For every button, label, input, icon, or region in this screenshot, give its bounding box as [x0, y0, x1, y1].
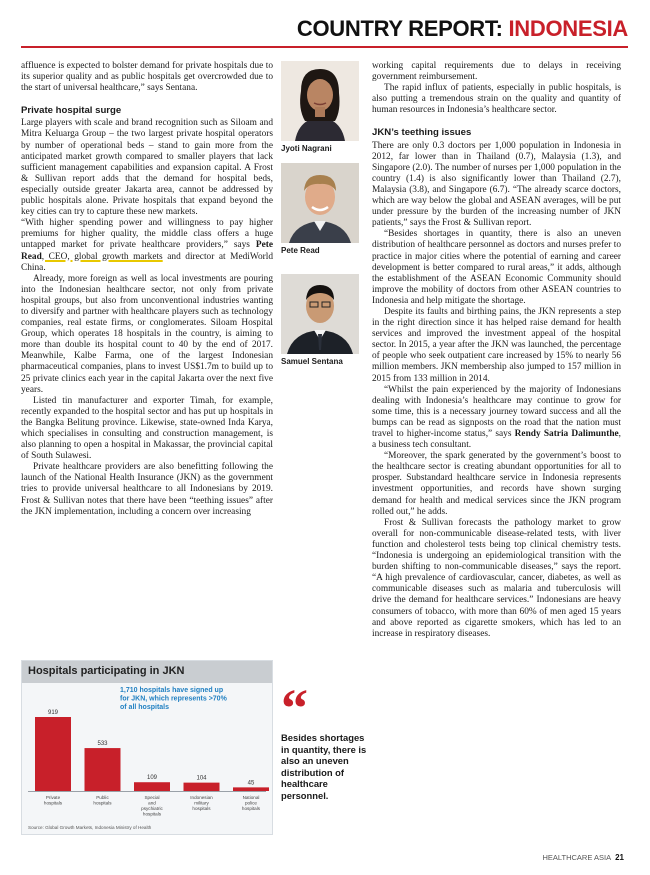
- chart-category-label: Private hospitals: [43, 795, 63, 806]
- section-header: [297, 16, 628, 42]
- paragraph: There are only 0.3 doctors per 1,000 population in Indonesia in 2012, far lower than in Thailand (0.7), Malaysia (1.3), and Singapore (2.0). The number of nurses per 1,000 population in the country (1.4) is also significantly lower than Thailand (2.7), Malaysia (3.8), and Singapore (6.7). “The already scarce doctors, which are way below the global and ASEAN averages, will be put under pressure by the burden of the increasing number of JKN patients,” says the Frost & Sullivan report.: [372, 140, 621, 229]
- paragraph: [372, 385, 621, 452]
- paragraph: affluence is expected to bolster demand for private hospitals due to its superior quality and as public hospitals get overcrowded due to the start of universal healthcare,” says Sentana.: [21, 61, 273, 94]
- chart-category-label: Indonesian military hospitals: [190, 795, 213, 811]
- chart-title: Hospitals participating in JKN: [22, 661, 272, 683]
- subheading: Private hospital surge: [21, 105, 122, 117]
- chart-category-label: Special and psychiatric hospitals: [141, 795, 163, 817]
- chart-value-label: 45: [247, 780, 255, 787]
- man-portrait-icon: [281, 274, 359, 354]
- chart-category-label: National police hospitals: [241, 795, 261, 811]
- portrait-samuel: [281, 274, 359, 366]
- quote-mark-icon: “: [281, 678, 308, 738]
- portrait-photo: [281, 61, 359, 141]
- person-name: Pete Read: [21, 240, 273, 262]
- quote-text: “Whilst the pain experienced by the majority of Indonesians dealing with Indonesia’s healthcare may continue to grow for some time, this is a necessary journey toward success and all the bumps can be read as signposts on the road that the nation must travel to higher-income status,” says: [372, 384, 621, 439]
- portrait-pete: [281, 163, 359, 255]
- chart-value-label: 919: [47, 710, 59, 716]
- paragraph: “Besides shortages in quantity, there is also an uneven distribution of healthcare personnel as doctors and nurses prefer to practice in major cities where the potential of earning and career development is better compared to rural areas,” it adds, although the establishment of the ASEAN Economic Community should improve the mobility of doctors from other ASEAN countries to Indonesia and help mitigate the shortage.: [372, 229, 621, 306]
- header-country: INDONESIA: [508, 16, 628, 41]
- page-footer: [542, 853, 624, 862]
- portrait-caption: Jyoti Nagrani: [281, 144, 332, 153]
- portrait-photo: [281, 274, 359, 354]
- paragraph: Frost & Sullivan forecasts the pathology market to grow overall for non-communicable disease-related tests, with liver function and cholesterol tests being top clinical chemistry tests. “Indonesia is undergoing an epidemiological transition with the burden shifting to non-communicable diseases,” says the report. “A high prevalence of cardiovascular, cancer, diabetes, as well as communicable diseases such as malaria and tuberculosis will drive the demand for healthcare services.” Indonesians are heavy consumers of tobacco, with more than 60% of men aged 15 years and above reported as cigarette smokers, which has led to an increase in respiratory diseases.: [372, 517, 621, 639]
- chart-bar: [233, 787, 269, 791]
- chart-bar: [85, 748, 121, 791]
- portrait-caption: Samuel Sentana: [281, 357, 343, 366]
- paragraph: [21, 218, 273, 273]
- paragraph: working capital requirements due to delays in receiving government reimbursement.: [372, 61, 621, 83]
- chart-value-label: 104: [196, 775, 207, 782]
- paragraph: The rapid influx of patients, especially in public hospitals, is also putting a tremendous strain on the quality and quantity of human resources in Indonesia’s healthcare sector.: [372, 83, 621, 116]
- jkn-hospitals-chart: [21, 660, 273, 835]
- paragraph: Private healthcare providers are also benefitting following the launch of the National Health Insurance (JKN) as the government tries to provide universal healthcare to all Indonesians by 2019. Frost & Sullivan notes that there have been “teething issues” after the JKN implementation, including a concern over increasing: [21, 462, 273, 517]
- chart-plot: [22, 683, 272, 834]
- portrait-photo: [281, 163, 359, 243]
- quote-text-end: and director at MediWorld China.: [21, 251, 273, 273]
- person-name: Rendy Satria Dalimunthe: [514, 429, 619, 439]
- chart-bar: [134, 782, 170, 791]
- woman-portrait-icon: [281, 61, 359, 141]
- quote-text: “With higher spending power and willingness to pay higher premiums for higher quality, the middle class offers a huge untapped market for private healthcare providers,” says: [21, 218, 273, 251]
- paragraph: Listed tin manufacturer and exporter Timah, for example, recently expanded to the hospital sector and has put up hospitals in the Bangka Belitung province. Likewise, state-owned Inda Karya, which specialises in consulting and construction management, is also planning to open a hospital in Makassar, the provincial capital of South Sulawesi.: [21, 395, 273, 462]
- portrait-jyoti: [281, 61, 359, 153]
- chart-annotation: 1,710 hospitals have signed up for JKN, which represents >70% of all hospitals: [120, 687, 227, 711]
- chart-source: Source: Global Growth Markets, Indonesia Ministry of Health: [28, 825, 152, 830]
- header-rule: [21, 46, 628, 48]
- highlighted-title: , CEO, global growth markets: [41, 251, 163, 262]
- quote-text-end: , a business tech consultant.: [372, 429, 621, 451]
- magazine-name: HEALTHCARE ASIA: [542, 853, 612, 862]
- chart-bar: [184, 783, 220, 791]
- portrait-caption: Pete Read: [281, 246, 320, 255]
- article-column-left: [21, 61, 273, 652]
- subheading: JKN’s teething issues: [372, 127, 472, 139]
- chart-value-label: 109: [146, 775, 158, 782]
- pull-quote-text: Besides shortages in quantity, there is also an uneven distribution of healthcare personnel.: [281, 732, 367, 801]
- man-portrait-icon: [281, 163, 359, 243]
- chart-value-label: 533: [97, 741, 108, 748]
- paragraph: Despite its faults and birthing pains, the JKN represents a step in the right direction since it has helped raise demand for health services and improved the investment appeal of the hospital sector. In 2015, a year after the JKN was launched, the percentage of people who seek outpatient care increased by 15% to nearly 56 million members. JKN membership also jumped to 157 million in 2015 from 133 million in 2014.: [372, 306, 621, 384]
- page-number: 21: [615, 853, 624, 862]
- header-country-report: COUNTRY REPORT:: [296, 16, 509, 41]
- paragraph: Already, more foreign as well as local investments are pouring into the Indonesian healthcare sector, not only from private hospital groups, but also from unconventional industries wanting to diversify and partner with healthcare players such as technology companies, real estate firms, or conglomerates. Siloam Hospital Group, which operates 18 hospitals in the country, is aiming to more than double its hospital count to 40 by the end of 2017. Meanwhile, Kalbe Farma, one of the largest Indonesian pharmaceutical companies, plans to invest US$1.7m to build up to 25 private clinics each year in the capital Jakarta over the next five years.: [21, 273, 273, 395]
- chart-category-label: Public hospitals: [93, 795, 112, 806]
- paragraph: Large players with scale and brand recognition such as Siloam and Mitra Keluarga Group – the two largest private hospital operators by number of operational beds – stand to gain more from the anticipated market growth compared to smaller players that lack sufficient management capabilities and expansion capital. A Frost & Sullivan report adds that the demand for hospital beds, especially outside greater Jakarta area, cannot be addressed by public hospitals alone. Private hospitals that expand beyond the key cities can try to capture these new markets.: [21, 118, 273, 218]
- paragraph: “Moreover, the spark generated by the government’s boost to the healthcare sector is creating abundant opportunities for all to prosper. Substandard healthcare service in Indonesia represents investment opportunities, and records have shown surging demand for health and medical services since the JKN program rolled out,” he adds.: [372, 451, 621, 517]
- article-column-right: [372, 61, 621, 851]
- chart-bar: [35, 717, 71, 791]
- pull-quote: [281, 678, 367, 801]
